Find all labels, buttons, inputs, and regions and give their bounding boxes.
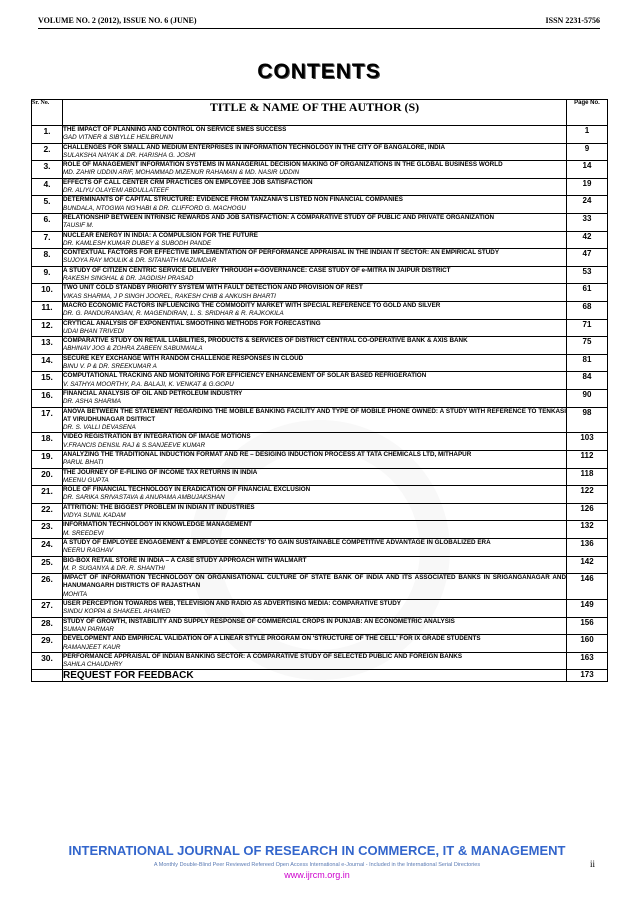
article-title[interactable]: CONTEXTUAL FACTORS FOR EFFECTIVE IMPLEMENTATION OF PERFORMANCE APPRAISAL IN THE INDIAN IT SECTOR: AN EMPIRICAL STUDY <box>63 249 500 257</box>
header-rule <box>38 28 600 29</box>
request-feedback-label[interactable]: REQUEST FOR FEEDBACK <box>63 670 567 682</box>
article-authors: RAKESH SINGHAL & DR. JAGDISH PRASAD <box>63 275 194 283</box>
article-title[interactable]: EFFECTS OF CALL CENTER CRM PRACTICES ON EMPLOYEE JOB SATISFACTION <box>63 178 313 186</box>
table-row <box>32 354 608 372</box>
entry-cell <box>63 354 567 372</box>
table-row <box>32 249 608 267</box>
entry-page: 1 <box>567 126 608 144</box>
journal-subtitle: A Monthly Double-Blind Peer Reviewed Refereed Open Access International e-Journal - Included in the International Serial Directories <box>153 862 481 868</box>
article-authors: V.FRANCIS DENSIL RAJ & S.SANJEEVE KUMAR <box>63 441 206 449</box>
entry-cell <box>63 521 567 539</box>
entry-cell <box>63 652 567 670</box>
table-row <box>32 143 608 161</box>
journal-name: INTERNATIONAL JOURNAL OF RESEARCH IN COMMERCE, IT & MANAGEMENT <box>68 843 566 858</box>
page-number: ii <box>590 859 596 869</box>
entry-page: 19 <box>567 178 608 196</box>
entry-cell <box>63 617 567 635</box>
article-title[interactable]: VIDEO REGISTRATION BY INTEGRATION OF IMAGE MOTIONS <box>63 433 251 441</box>
article-title[interactable]: CHALLENGES FOR SMALL AND MEDIUM ENTERPRISES IN INFORMATION TECHNOLOGY IN THE CITY OF BANGALORE, INDIA <box>63 143 446 151</box>
article-title[interactable]: BIG-BOX RETAIL STORE IN INDIA – A CASE STUDY APPROACH WITH WALMART <box>63 556 307 564</box>
entry-number: 24. <box>32 538 63 556</box>
entry-page: 47 <box>567 249 608 267</box>
entry-number: 9. <box>32 266 63 284</box>
table-row <box>32 372 608 390</box>
table-row <box>32 486 608 504</box>
entry-number: 22. <box>32 503 63 521</box>
entry-page: 71 <box>567 319 608 337</box>
article-authors: MOHITA <box>63 590 88 598</box>
entry-number: 3. <box>32 161 63 179</box>
table-row <box>32 337 608 355</box>
article-title[interactable]: USER PERCEPTION TOWARDS WEB, TELEVISION AND RADIO AS ADVERTISING MEDIA: COMPARATIVE STUDY <box>63 600 401 608</box>
article-authors: DR. G. PANDURANGAN, R. MAGENDIRAN, L. S. SRIDHAR & R. RAJKOKILA <box>63 310 284 318</box>
article-title[interactable]: THE JOURNEY OF E-FILING OF INCOME TAX RETURNS IN INDIA <box>63 468 258 476</box>
entry-number: 1. <box>32 126 63 144</box>
contents-body <box>32 126 608 670</box>
entry-number: 13. <box>32 337 63 355</box>
entry-cell <box>63 161 567 179</box>
entry-cell <box>63 231 567 249</box>
entry-number: 19. <box>32 450 63 468</box>
table-row <box>32 468 608 486</box>
article-title[interactable]: TWO UNIT COLD STANDBY PRIORITY SYSTEM WITH FAULT DETECTION AND PROVISION OF REST <box>63 284 363 292</box>
table-row <box>32 231 608 249</box>
article-authors: DR. S. VALLI DEVASENA <box>63 424 136 432</box>
entry-cell <box>63 178 567 196</box>
article-title[interactable]: INFORMATION TECHNOLOGY IN KNOWLEDGE MANAGEMENT <box>63 521 253 529</box>
entry-number: 18. <box>32 433 63 451</box>
article-authors: UDAI BHAN TRIVEDI <box>63 327 124 335</box>
table-row <box>32 450 608 468</box>
entry-page: 90 <box>567 389 608 407</box>
article-title[interactable]: A STUDY OF CITIZEN CENTRIC SERVICE DELIVERY THROUGH e-GOVERNANCE: CASE STUDY OF e-MITRA IN JAIPUR DISTRICT <box>63 266 451 274</box>
article-title[interactable]: SECURE KEY EXCHANGE WITH RANDOM CHALLENGE RESPONSES IN CLOUD <box>63 354 304 362</box>
article-authors: VIKAS SHARMA, J P SINGH JOOREL, RAKESH CHIB & ANKUSH BHARTI <box>63 292 276 300</box>
article-title[interactable]: THE IMPACT OF PLANNING AND CONTROL ON SERVICE SMES SUCCESS <box>63 126 287 133</box>
entry-page: 142 <box>567 556 608 574</box>
entry-number: 20. <box>32 468 63 486</box>
entry-page: 42 <box>567 231 608 249</box>
article-authors: DR. ALIYU OLAYEMI ABDULLATEEF <box>63 187 169 195</box>
table-row <box>32 574 608 600</box>
entry-page: 103 <box>567 433 608 451</box>
volume-issue: VOLUME NO. 2 (2012), ISSUE NO. 6 (JUNE) <box>38 16 197 25</box>
article-title[interactable]: DETERMINANTS OF CAPITAL STRUCTURE: EVIDENCE FROM TANZANIA'S LISTED NON FINANCIAL COMPANIES <box>63 196 403 204</box>
article-authors: SINDU KOPPA & SHAKEEL AHAMED <box>63 608 171 616</box>
table-row <box>32 433 608 451</box>
entry-cell <box>63 407 567 433</box>
article-authors: SULAKSHA NAYAK & DR. HARISHA G. JOSHI <box>63 151 196 159</box>
article-title[interactable]: FINANCIAL ANALYSIS OF OIL AND PETROLEUM INDUSTRY <box>63 389 243 397</box>
entry-cell <box>63 468 567 486</box>
article-title[interactable]: PERFORMANCE APPRAISAL OF INDIAN BANKING SECTOR: A COMPARATIVE STUDY OF SELECTED PUBLIC AND FOREIGN BANKS <box>63 652 463 660</box>
article-title[interactable]: STUDY OF GROWTH, INSTABILITY AND SUPPLY RESPONSE OF COMMERCIAL CROPS IN PUNJAB: AN ECONOMETRIC ANALYSIS <box>63 617 455 625</box>
entry-page: 160 <box>567 635 608 653</box>
entry-page: 146 <box>567 574 608 600</box>
article-authors: NEERU RAGHAV <box>63 547 114 555</box>
article-authors: M. P. SUGANYA & DR. R. SHANTHI <box>63 564 165 572</box>
table-row <box>32 213 608 231</box>
entry-number: 11. <box>32 301 63 319</box>
table-row <box>32 617 608 635</box>
contents-table <box>31 99 608 682</box>
entry-number: 12. <box>32 319 63 337</box>
article-authors: MEENU GUPTA <box>63 476 109 484</box>
article-authors: M. SREEDEVI <box>63 529 104 537</box>
column-header-sr-no: Sr. No. <box>32 100 63 126</box>
article-title[interactable]: NUCLEAR ENERGY IN INDIA: A COMPULSION FOR THE FUTURE <box>63 231 258 239</box>
entry-number: 25. <box>32 556 63 574</box>
entry-cell <box>63 574 567 600</box>
article-authors: DR. SARIKA SRIVASTAVA & ANUPAMA AMBUJAKSHAN <box>63 494 225 502</box>
entry-page: 24 <box>567 196 608 214</box>
entry-cell <box>63 143 567 161</box>
entry-number: 5. <box>32 196 63 214</box>
entry-page: 33 <box>567 213 608 231</box>
entry-cell <box>63 266 567 284</box>
table-row <box>32 196 608 214</box>
entry-number: 14. <box>32 354 63 372</box>
request-feedback-sr <box>32 670 63 682</box>
entry-page: 118 <box>567 468 608 486</box>
entry-page: 81 <box>567 354 608 372</box>
entry-cell <box>63 301 567 319</box>
entry-number: 30. <box>32 652 63 670</box>
entry-cell <box>63 319 567 337</box>
table-row <box>32 600 608 618</box>
entry-cell <box>63 337 567 355</box>
entry-number: 23. <box>32 521 63 539</box>
request-feedback-row <box>32 670 608 682</box>
entry-number: 17. <box>32 407 63 433</box>
table-row <box>32 389 608 407</box>
entry-page: 14 <box>567 161 608 179</box>
entry-page: 136 <box>567 538 608 556</box>
entry-page: 68 <box>567 301 608 319</box>
entry-cell <box>63 372 567 390</box>
article-title[interactable]: DEVELOPMENT AND EMPIRICAL VALIDATION OF A LINEAR STYLE PROGRAM ON 'STRUCTURE OF THE CELL' FOR IX GRADE STUDENTS <box>63 635 481 643</box>
entry-page: 53 <box>567 266 608 284</box>
request-feedback-page: 173 <box>567 670 608 682</box>
article-authors: VIDYA SUNIL KADAM <box>63 512 126 520</box>
article-title[interactable]: COMPUTATIONAL TRACKING AND MONITORING FOR EFFICIENCY ENHANCEMENT OF SOLAR BASED REFRIGERATION <box>63 372 427 380</box>
entry-page: 122 <box>567 486 608 504</box>
table-row <box>32 319 608 337</box>
table-row <box>32 652 608 670</box>
article-title[interactable]: MACRO ECONOMIC FACTORS INFLUENCING THE COMMODITY MARKET WITH SPECIAL REFERENCE TO GOLD AND SILVER <box>63 301 441 309</box>
entry-number: 21. <box>32 486 63 504</box>
table-header-row <box>32 100 608 126</box>
entry-page: 75 <box>567 337 608 355</box>
article-title[interactable]: ANALYZING THE TRADITIONAL INDUCTION FORMAT AND RE – DESIGING INDUCTION PROCESS AT TATA CHEMICALS LTD, MITHAPUR <box>63 450 472 458</box>
article-authors: TAUSIF M. <box>63 222 94 230</box>
entry-page: 156 <box>567 617 608 635</box>
entry-page: 61 <box>567 284 608 302</box>
article-title[interactable]: ATTRITION: THE BIGGEST PROBLEM IN INDIAN IT INDUSTRIES <box>63 503 255 511</box>
table-row <box>32 635 608 653</box>
table-row <box>32 407 608 433</box>
footer <box>40 843 594 880</box>
entry-cell <box>63 600 567 618</box>
entry-page: 149 <box>567 600 608 618</box>
article-title[interactable]: CRYTICAL ANALYSIS OF EXPONENTIAL SMOOTHING METHODS FOR FORECASTING <box>63 319 321 327</box>
entry-cell <box>63 389 567 407</box>
entry-page: 132 <box>567 521 608 539</box>
article-authors: PARUL BHATI <box>63 459 104 467</box>
entry-cell <box>63 213 567 231</box>
entry-number: 15. <box>32 372 63 390</box>
entry-number: 4. <box>32 178 63 196</box>
article-authors: GAD VITNER & SIBYLLE HEILBRUNN <box>63 134 173 142</box>
article-authors: DR. ASHA SHARMA <box>63 398 121 406</box>
article-authors: MD. ZAHIR UDDIN ARIF, MOHAMMAD MIZENUR RAHAMAN & MD. NASIR UDDIN <box>63 169 300 177</box>
article-title[interactable]: A STUDY OF EMPLOYEE ENGAGEMENT & EMPLOYEE CONNECTS' TO GAIN SUSTAINABLE COMPETITIVE ADVANTAGE IN GLOBALIZED ERA <box>63 538 491 546</box>
table-row <box>32 521 608 539</box>
column-header-title: TITLE & NAME OF THE AUTHOR (S) <box>63 100 567 126</box>
entry-page: 126 <box>567 503 608 521</box>
article-title[interactable]: RELATIONSHIP BETWEEN INTRINSIC REWARDS AND JOB SATISFACTION: A COMPARATIVE STUDY OF PUBLIC AND PRIVATE ORGANIZATION <box>63 213 495 221</box>
entry-cell <box>63 126 567 144</box>
article-title[interactable]: IMPACT OF INFORMATION TECHNOLOGY ON ORGANISATIONAL CULTURE OF STATE BANK OF INDIA AND ITS ASSOCIATED BANKS IN SRIGANGANAGAR AND HANUMANGARH DISTRICTS OF RAJASTHAN <box>63 574 566 590</box>
article-authors: ABHINAV JOG & ZOHRA ZABEEN SABUNWALA <box>63 345 203 353</box>
entry-number: 27. <box>32 600 63 618</box>
entry-cell <box>63 284 567 302</box>
page-title: CONTENTS <box>257 60 381 83</box>
article-authors: BUNDALA, NTOGWA NG'HABI & DR. CLIFFORD G. MACHOGU <box>63 204 247 212</box>
article-authors: V. SATHYA MOORTHY, P.A. BALAJI, K. VENKAT & G.GOPU <box>63 380 234 388</box>
entry-page: 84 <box>567 372 608 390</box>
article-title[interactable]: ROLE OF FINANCIAL TECHNOLOGY IN ERADICATION OF FINANCIAL EXCLUSION <box>63 486 311 494</box>
article-authors: RAMANJEET KAUR <box>63 643 121 651</box>
table-row <box>32 538 608 556</box>
entry-number: 7. <box>32 231 63 249</box>
table-row <box>32 266 608 284</box>
entry-number: 28. <box>32 617 63 635</box>
article-title[interactable]: COMPARATIVE STUDY ON RETAIL LIABILITIES, PRODUCTS & SERVICES OF DISTRICT CENTRAL CO-OPERATIVE BANK & AXIS BANK <box>63 337 468 345</box>
entry-number: 26. <box>32 574 63 600</box>
entry-number: 6. <box>32 213 63 231</box>
article-authors: SUMAN PARMAR <box>63 625 114 633</box>
table-row <box>32 301 608 319</box>
entry-cell <box>63 450 567 468</box>
running-header <box>38 14 600 30</box>
entry-page: 112 <box>567 450 608 468</box>
entry-page: 163 <box>567 652 608 670</box>
issn: ISSN 2231-5756 <box>545 16 600 25</box>
journal-url-link[interactable]: www.ijrcm.org.in <box>284 870 350 880</box>
entry-cell <box>63 503 567 521</box>
entry-cell <box>63 556 567 574</box>
entry-number: 10. <box>32 284 63 302</box>
table-row <box>32 284 608 302</box>
entry-number: 2. <box>32 143 63 161</box>
entry-cell <box>63 433 567 451</box>
entry-number: 16. <box>32 389 63 407</box>
table-row <box>32 556 608 574</box>
entry-cell <box>63 538 567 556</box>
entry-number: 8. <box>32 249 63 267</box>
article-title[interactable]: ROLE OF MANAGEMENT INFORMATION SYSTEMS IN MANAGERIAL DECISION MAKING OF ORGANIZATIONS IN THE GLOBAL BUSINESS WORLD <box>63 161 503 169</box>
column-header-page-no: Page No. <box>567 100 608 126</box>
article-authors: SAHILA CHAUDHRY <box>63 661 123 669</box>
entry-page: 9 <box>567 143 608 161</box>
entry-cell <box>63 635 567 653</box>
entry-cell <box>63 196 567 214</box>
article-authors: BINU V. P & DR. SREEKUMAR A <box>63 363 157 371</box>
table-row <box>32 178 608 196</box>
article-title[interactable]: ANOVA BETWEEN THE STATEMENT REGARDING THE MOBILE BANKING FACILITY AND TYPE OF MOBILE PHONE OWNED: A STUDY WITH REFERENCE TO TENKASI AT VIRUDHUNAGAR DSITRICT <box>63 407 566 423</box>
entry-page: 98 <box>567 407 608 433</box>
article-authors: DR. KAMLESH KUMAR DUBEY & SUBODH PANDE <box>63 239 212 247</box>
entry-cell <box>63 486 567 504</box>
entry-number: 29. <box>32 635 63 653</box>
entry-cell <box>63 249 567 267</box>
article-authors: SUJOYA RAY MOULIK & DR. SITANATH MAZUMDAR <box>63 257 217 265</box>
table-row <box>32 503 608 521</box>
table-row <box>32 161 608 179</box>
table-row <box>32 126 608 144</box>
